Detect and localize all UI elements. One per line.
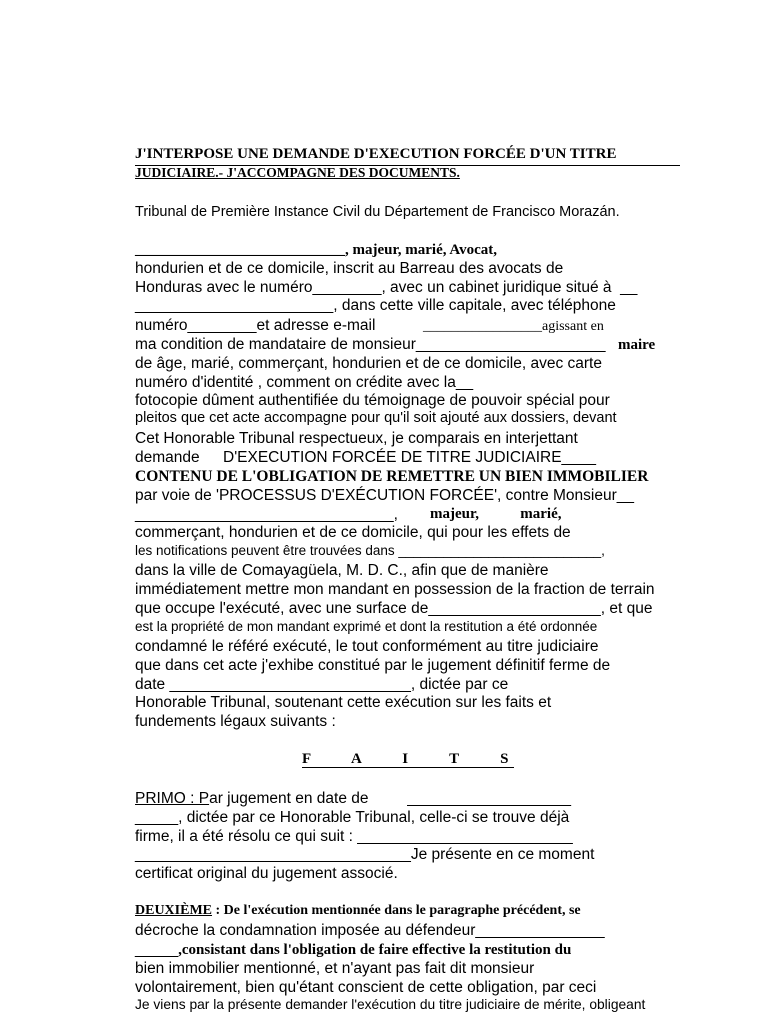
- faits-underline: [302, 767, 514, 768]
- body-line-12b: D'EXECUTION FORCÉE DE TITRE JUDICIAIRE____: [223, 449, 597, 466]
- body-line-7: de âge, marié, commerçant, hondurien et de ce domicile, avec carte: [135, 355, 602, 372]
- body-line-5a: numéro________et adresse e-mail: [135, 317, 376, 334]
- body-line-4: _______________________, dans cette ville capitale, avec téléphone: [135, 297, 616, 314]
- deuxieme-line-2: décroche la condamnation imposée au défendeur_______________: [135, 922, 605, 939]
- body-line-16: commerçant, hondurien et de ce domicile, qui pour les effets de: [135, 524, 571, 541]
- body-line-5b: _________________agissant en: [423, 319, 604, 334]
- body-line-11: Cet Honorable Tribunal respectueux, je comparais en interjettant: [135, 430, 578, 447]
- body-line-3: Honduras avec le numéro________, avec un cabinet juridique situé à __: [135, 279, 638, 296]
- body-line-1: ____________________________, majeur, marié, Avocat,: [135, 242, 498, 258]
- document-title-line-2: JUDICIAIRE.- J'ACCOMPAGNE DES DOCUMENTS.: [135, 165, 460, 180]
- body-line-22: condamné le référé exécuté, le tout conformément au titre judiciaire: [135, 638, 599, 655]
- document-title-line-1: J'INTERPOSE UNE DEMANDE D'EXECUTION FORCÉE D'UN TITRE: [135, 146, 617, 162]
- body-line-14: par voie de 'PROCESSUS D'EXÉCUTION FORCÉE', contre Monsieur__: [135, 487, 635, 504]
- body-line-10: pleitos que cet acte accompagne pour qu'il soit ajouté aux dossiers, devant: [135, 410, 617, 426]
- primo-label: PRIMO : P: [135, 790, 210, 807]
- primo-line-1: PRIMO : Par jugement en date de ___________________: [135, 790, 572, 807]
- body-line-23: que dans cet acte j'exhibe constitué par le jugement définitif ferme de: [135, 657, 611, 674]
- deuxieme-label: DEUXIÈME: [135, 903, 213, 918]
- body-line-25: Honorable Tribunal, soutenant cette exécution sur les faits et: [135, 694, 552, 711]
- body-line-8: numéro d'identité , comment on crédite avec la__: [135, 374, 474, 391]
- body-line-15a: ______________________________,: [135, 506, 398, 523]
- body-line-20: que occupe l'exécuté, avec une surface de____________________, et que: [135, 600, 653, 617]
- primo-line-5: certificat original du jugement associé.: [135, 865, 398, 882]
- deuxieme-line-5: volontairement, bien qu'étant conscient de cette obligation, par ceci: [135, 979, 597, 996]
- primo-line-4: ________________________________Je présente en ce moment: [135, 846, 595, 863]
- body-line-12a: demande: [135, 449, 200, 466]
- court-name: Tribunal de Première Instance Civil du Département de Francisco Morazán.: [135, 204, 620, 220]
- body-line-6b: maire: [618, 337, 656, 353]
- faits-heading: F A I T S: [302, 751, 509, 767]
- deuxieme-line-6: Je viens par la présente demander l'exécution du titre judiciaire de mérite, obligeant: [135, 997, 646, 1012]
- deuxieme-line-3: _____,consistant dans l'obligation de faire effective la restitution du: [135, 941, 572, 958]
- body-line-24: date ____________________________, dictée par ce: [135, 676, 509, 693]
- body-line-6a: ma condition de mandataire de monsieur______________________: [135, 336, 606, 353]
- body-line-18: dans la ville de Comayagüela, M. D. C., afin que de manière: [135, 562, 549, 579]
- body-line-21: est la propriété de mon mandant exprimé et dont la restitution a été ordonnée: [135, 619, 598, 634]
- primo-line-3: firme, il a été résolu ce qui suit : _________________________: [135, 828, 573, 845]
- body-line-9: fotocopie dûment authentifiée du témoignage de pouvoir spécial pour: [135, 392, 610, 409]
- deuxieme-line-1: DEUXIÈME : De l'exécution mentionnée dans le paragraphe précédent, se: [135, 903, 581, 918]
- body-line-19: immédiatement mettre mon mandant en possession de la fraction de terrain: [135, 581, 655, 598]
- body-line-2: hondurien et de ce domicile, inscrit au Barreau des avocats de: [135, 260, 564, 277]
- deuxieme-line-4: bien immobilier mentionné, et n'ayant pas fait dit monsieur: [135, 960, 535, 977]
- body-line-13: CONTENU DE L'OBLIGATION DE REMETTRE UN BIEN IMMOBILIER: [135, 468, 649, 485]
- body-line-26: fundements légaux suivants :: [135, 713, 336, 730]
- primo-line-2: _____, dictée par ce Honorable Tribunal, celle-ci se trouve déjà: [135, 809, 570, 826]
- body-line-15b: majeur, marié,: [430, 506, 562, 522]
- body-line-17: les notifications peuvent être trouvées dans ___________________________,: [135, 543, 605, 558]
